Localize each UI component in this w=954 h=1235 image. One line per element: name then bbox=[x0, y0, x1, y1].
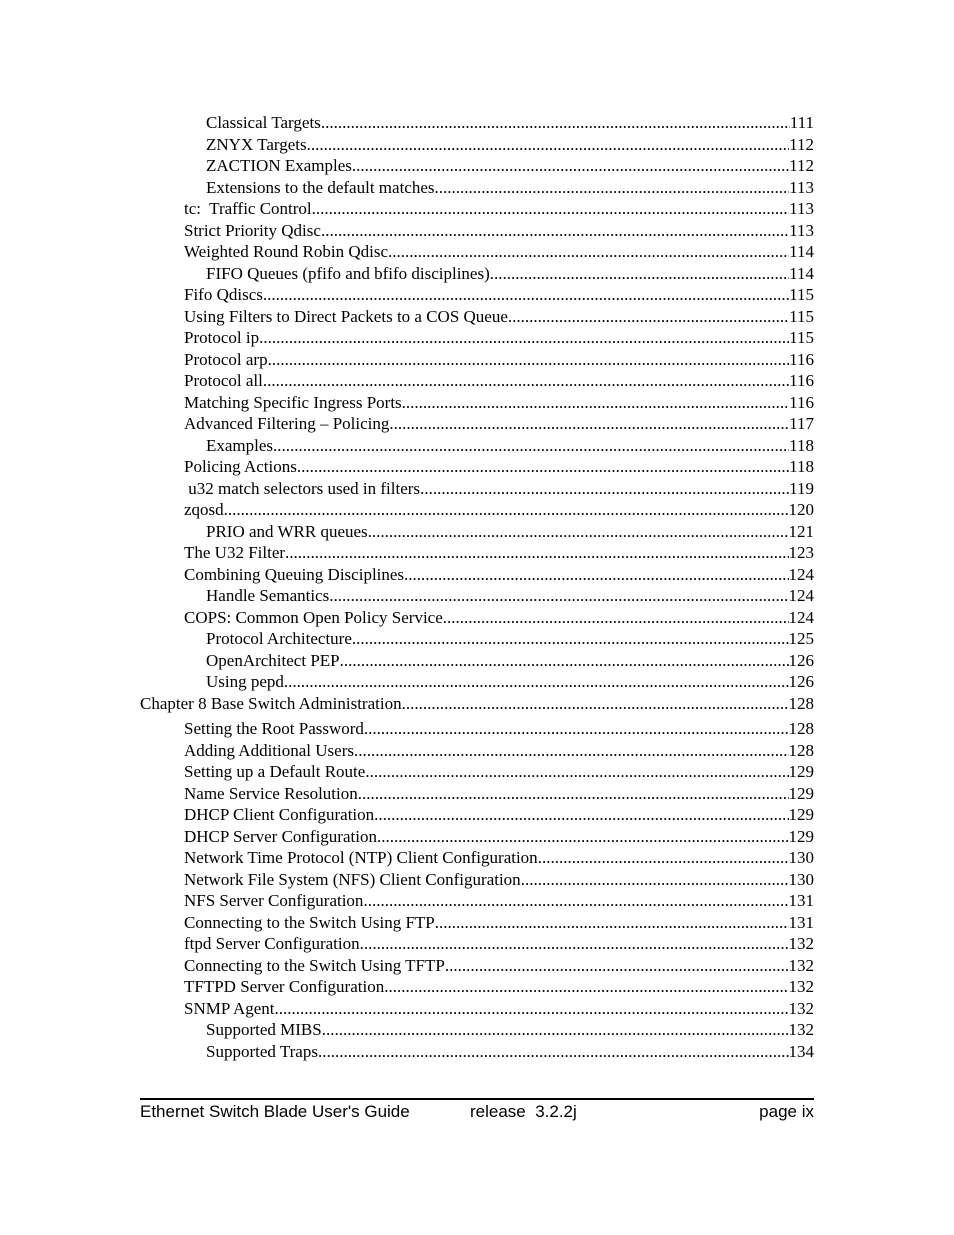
toc-dot-leader bbox=[435, 177, 790, 199]
toc-dot-leader bbox=[273, 435, 789, 457]
toc-entry-title: Chapter 8 Base Switch Administration bbox=[140, 693, 402, 713]
toc-entry-page-number: 115 bbox=[789, 285, 814, 304]
toc-dot-leader bbox=[435, 912, 789, 934]
toc-dot-leader bbox=[285, 542, 788, 564]
toc-entry[interactable] bbox=[184, 847, 814, 869]
toc-dot-leader bbox=[329, 585, 788, 607]
toc-entry-title: zqosd bbox=[184, 500, 224, 519]
toc-entry-page-number: 113 bbox=[789, 199, 814, 218]
toc-dot-leader bbox=[307, 134, 789, 156]
toc-entry[interactable] bbox=[184, 456, 814, 478]
toc-entry-title: DHCP Server Configuration bbox=[184, 826, 377, 846]
toc-entry-title: u32 match selectors used in filters bbox=[184, 478, 421, 498]
toc-entry[interactable] bbox=[184, 370, 814, 392]
toc-dot-leader bbox=[402, 392, 789, 414]
toc-entry[interactable] bbox=[184, 783, 814, 805]
toc-entry-title: COPS: Common Open Policy Service bbox=[184, 607, 443, 627]
toc-dot-leader bbox=[297, 456, 789, 478]
toc-entry-page-number: 112 bbox=[789, 134, 814, 154]
toc-entry-title: Policing Actions bbox=[184, 457, 297, 476]
footer-release: release 3.2.2j bbox=[470, 1102, 577, 1121]
toc-entry[interactable] bbox=[184, 804, 814, 826]
toc-entry-page-number: 134 bbox=[788, 1041, 814, 1061]
toc-dot-leader bbox=[322, 1019, 789, 1041]
toc-entry-page-number: 115 bbox=[789, 306, 814, 326]
toc-entry[interactable] bbox=[184, 198, 814, 220]
toc-entry[interactable] bbox=[184, 327, 814, 349]
toc-entry[interactable] bbox=[184, 998, 814, 1020]
toc-dot-leader bbox=[402, 693, 789, 715]
toc-dot-leader bbox=[321, 220, 789, 242]
toc-entry-page-number: 121 bbox=[788, 521, 814, 541]
toc-entry[interactable] bbox=[184, 241, 814, 263]
toc-entry-title: TFTPD Server Configuration bbox=[184, 977, 385, 996]
toc-entry-title: Name Service Resolution bbox=[184, 783, 358, 803]
toc-entry-title: Weighted Round Robin Qdisc bbox=[184, 242, 389, 261]
toc-dot-leader bbox=[384, 976, 788, 998]
toc-entry[interactable] bbox=[184, 912, 814, 934]
toc-entry-page-number: 128 bbox=[788, 693, 814, 713]
toc-entry[interactable] bbox=[184, 413, 814, 435]
footer-guide-title: Ethernet Switch Blade User's Guide bbox=[140, 1102, 410, 1121]
toc-dot-leader bbox=[364, 718, 789, 740]
toc-entry-page-number: 130 bbox=[788, 848, 814, 867]
toc-entry-page-number: 132 bbox=[788, 955, 814, 975]
toc-entry-title: ftpd Server Configuration bbox=[184, 934, 360, 953]
toc-entry[interactable] bbox=[206, 1041, 814, 1063]
toc-entry-title: PRIO and WRR queues bbox=[206, 521, 368, 541]
toc-entry-title: Classical Targets bbox=[206, 113, 321, 132]
toc-entry-title: Protocol arp bbox=[184, 349, 268, 369]
toc-dot-leader bbox=[354, 740, 789, 762]
toc-entry-page-number: 116 bbox=[789, 349, 814, 369]
toc-chapter-entry[interactable] bbox=[140, 693, 814, 715]
toc-entry-page-number: 132 bbox=[788, 977, 814, 996]
toc-entry-title: Using pepd bbox=[206, 672, 284, 691]
toc-dot-leader bbox=[352, 628, 789, 650]
toc-entry-page-number: 132 bbox=[788, 998, 814, 1018]
toc-entry-page-number: 128 bbox=[788, 740, 814, 760]
toc-entry-title: ZNYX Targets bbox=[206, 134, 307, 154]
toc-dot-leader bbox=[443, 607, 789, 629]
toc-dot-leader bbox=[508, 306, 789, 328]
toc-entry-page-number: 118 bbox=[789, 435, 814, 455]
toc-dot-leader bbox=[263, 370, 789, 392]
toc-entry[interactable] bbox=[184, 607, 814, 629]
toc-entry-title: Protocol ip bbox=[184, 328, 260, 347]
toc-entry[interactable] bbox=[184, 761, 814, 783]
toc-entry[interactable] bbox=[206, 155, 814, 177]
toc-entry-title: Supported MIBS bbox=[206, 1020, 322, 1039]
toc-entry[interactable] bbox=[206, 134, 814, 156]
toc-entry-page-number: 113 bbox=[789, 177, 814, 197]
toc-entry-page-number: 129 bbox=[788, 826, 814, 846]
toc-dot-leader bbox=[358, 783, 789, 805]
toc-dot-leader bbox=[389, 413, 789, 435]
toc-dot-leader bbox=[490, 263, 789, 285]
toc-entry[interactable] bbox=[184, 869, 814, 891]
toc-entry-title: Fifo Qdiscs bbox=[184, 285, 263, 304]
page-footer bbox=[140, 1100, 814, 1124]
toc-entry[interactable] bbox=[184, 933, 814, 955]
toc-entry[interactable] bbox=[184, 220, 814, 242]
toc-entry-page-number: 123 bbox=[788, 543, 814, 562]
toc-entry-title: Advanced Filtering – Policing bbox=[184, 414, 390, 433]
toc-entry-page-number: 120 bbox=[788, 500, 814, 519]
toc-dot-leader bbox=[321, 112, 790, 134]
toc-entry[interactable] bbox=[184, 542, 814, 564]
toc-entry[interactable] bbox=[184, 349, 814, 371]
toc-dot-leader bbox=[263, 284, 789, 306]
toc-entry-page-number: 114 bbox=[789, 242, 814, 261]
toc-entry-title: Connecting to the Switch Using FTP bbox=[184, 912, 435, 932]
toc-entry-page-number: 112 bbox=[789, 156, 814, 175]
toc-dot-leader bbox=[360, 933, 789, 955]
toc-dot-leader bbox=[377, 826, 789, 848]
toc-entry-page-number: 130 bbox=[788, 869, 814, 889]
toc-entry[interactable] bbox=[206, 177, 814, 199]
toc-entry-page-number: 115 bbox=[789, 328, 814, 347]
toc-entry-page-number: 113 bbox=[789, 220, 814, 240]
toc-dot-leader bbox=[340, 650, 789, 672]
toc-entry[interactable] bbox=[184, 955, 814, 977]
toc-entry-title: Combining Queuing Disciplines bbox=[184, 564, 405, 584]
toc-entry[interactable] bbox=[206, 521, 814, 543]
toc-entry-page-number: 129 bbox=[788, 762, 814, 781]
footer-page-number: page ix bbox=[759, 1102, 814, 1121]
toc-entry[interactable] bbox=[184, 564, 814, 586]
toc-entry-page-number: 129 bbox=[788, 783, 814, 803]
toc-entry-page-number: 126 bbox=[788, 672, 814, 691]
toc-dot-leader bbox=[284, 671, 789, 693]
toc-dot-leader bbox=[374, 804, 788, 826]
toc-entry-page-number: 124 bbox=[788, 564, 814, 584]
toc-entry[interactable] bbox=[184, 740, 814, 762]
toc-entry[interactable] bbox=[206, 435, 814, 457]
toc-entry-title: NFS Server Configuration bbox=[184, 891, 364, 910]
toc-entry-title: ZACTION Examples bbox=[206, 156, 352, 175]
toc-entry[interactable] bbox=[206, 671, 814, 693]
toc-entry-page-number: 124 bbox=[788, 607, 814, 627]
toc-dot-leader bbox=[268, 349, 790, 371]
toc-dot-leader bbox=[352, 155, 789, 177]
toc-dot-leader bbox=[368, 521, 789, 543]
toc-entry-title: Adding Additional Users bbox=[184, 740, 354, 760]
toc-dot-leader bbox=[388, 241, 789, 263]
toc-dot-leader bbox=[404, 564, 788, 586]
toc-entry-page-number: 124 bbox=[788, 586, 814, 605]
toc-entry[interactable] bbox=[206, 628, 814, 650]
toc-entry-title: SNMP Agent bbox=[184, 998, 275, 1018]
toc-dot-leader bbox=[445, 955, 789, 977]
toc-entry[interactable] bbox=[184, 392, 814, 414]
toc-entry[interactable] bbox=[184, 976, 814, 998]
toc-entry-title: Examples bbox=[206, 435, 274, 455]
toc-dot-leader bbox=[224, 499, 789, 521]
toc-dot-leader bbox=[363, 890, 788, 912]
toc-entry-page-number: 111 bbox=[789, 113, 814, 132]
toc-entry[interactable] bbox=[184, 499, 814, 521]
toc-entry-page-number: 119 bbox=[789, 478, 814, 498]
toc-entry-page-number: 118 bbox=[789, 457, 814, 476]
toc-entry[interactable] bbox=[206, 112, 814, 134]
toc-entry[interactable] bbox=[184, 478, 814, 500]
toc-entry[interactable] bbox=[184, 826, 814, 848]
toc-entry-title: Handle Semantics bbox=[206, 586, 330, 605]
toc-entry-page-number: 116 bbox=[789, 392, 814, 412]
toc-dot-leader bbox=[312, 198, 789, 220]
toc-dot-leader bbox=[420, 478, 789, 500]
toc-entry-title: Extensions to the default matches bbox=[206, 177, 435, 197]
toc-dot-leader bbox=[365, 761, 788, 783]
toc-entry-title: Supported Traps bbox=[206, 1041, 318, 1061]
toc-entry[interactable] bbox=[184, 306, 814, 328]
toc-dot-leader bbox=[259, 327, 789, 349]
toc-entry-title: Setting up a Default Route bbox=[184, 762, 366, 781]
toc-entry-title: FIFO Queues (pfifo and bfifo disciplines) bbox=[206, 263, 490, 283]
toc-dot-leader bbox=[538, 847, 789, 869]
toc-entry-title: OpenArchitect PEP bbox=[206, 650, 340, 670]
toc-entry[interactable] bbox=[206, 1019, 814, 1041]
toc-entry[interactable] bbox=[206, 650, 814, 672]
toc-entry-title: DHCP Client Configuration bbox=[184, 805, 375, 824]
toc-entry[interactable] bbox=[206, 263, 814, 285]
toc-entry-page-number: 132 bbox=[788, 934, 814, 953]
toc-entry[interactable] bbox=[184, 718, 814, 740]
toc-entry-title: Matching Specific Ingress Ports bbox=[184, 392, 402, 412]
toc-entry-title: Setting the Root Password bbox=[184, 719, 364, 738]
toc-entry-page-number: 132 bbox=[788, 1020, 814, 1039]
toc-entry-page-number: 128 bbox=[788, 719, 814, 738]
toc-entry-title: Protocol Architecture bbox=[206, 629, 352, 648]
toc-entry-page-number: 131 bbox=[788, 891, 814, 910]
toc-entry-title: Using Filters to Direct Packets to a COS Queue bbox=[184, 306, 508, 326]
toc-entry-page-number: 117 bbox=[789, 414, 814, 433]
toc-entry-page-number: 131 bbox=[788, 912, 814, 932]
toc-entry[interactable] bbox=[206, 585, 814, 607]
toc-entry-title: The U32 Filter bbox=[184, 543, 286, 562]
toc-entry-title: Strict Priority Qdisc bbox=[184, 220, 321, 240]
toc-entry-title: Network File System (NFS) Client Configuration bbox=[184, 869, 521, 889]
toc-dot-leader bbox=[275, 998, 789, 1020]
toc-entry-page-number: 116 bbox=[789, 371, 814, 390]
toc-entry-page-number: 129 bbox=[788, 805, 814, 824]
toc-entry-page-number: 114 bbox=[789, 263, 814, 283]
toc-entry-title: Connecting to the Switch Using TFTP bbox=[184, 955, 445, 975]
toc-entry[interactable] bbox=[184, 284, 814, 306]
toc-entry-page-number: 126 bbox=[788, 650, 814, 670]
toc-entry-title: Network Time Protocol (NTP) Client Configuration bbox=[184, 848, 538, 867]
toc-dot-leader bbox=[521, 869, 789, 891]
toc-entry-title: Protocol all bbox=[184, 371, 263, 390]
toc-entry-page-number: 125 bbox=[788, 629, 814, 648]
toc-entry[interactable] bbox=[184, 890, 814, 912]
toc-dot-leader bbox=[318, 1041, 789, 1063]
toc-entry-title: tc: Traffic Control bbox=[184, 199, 312, 218]
